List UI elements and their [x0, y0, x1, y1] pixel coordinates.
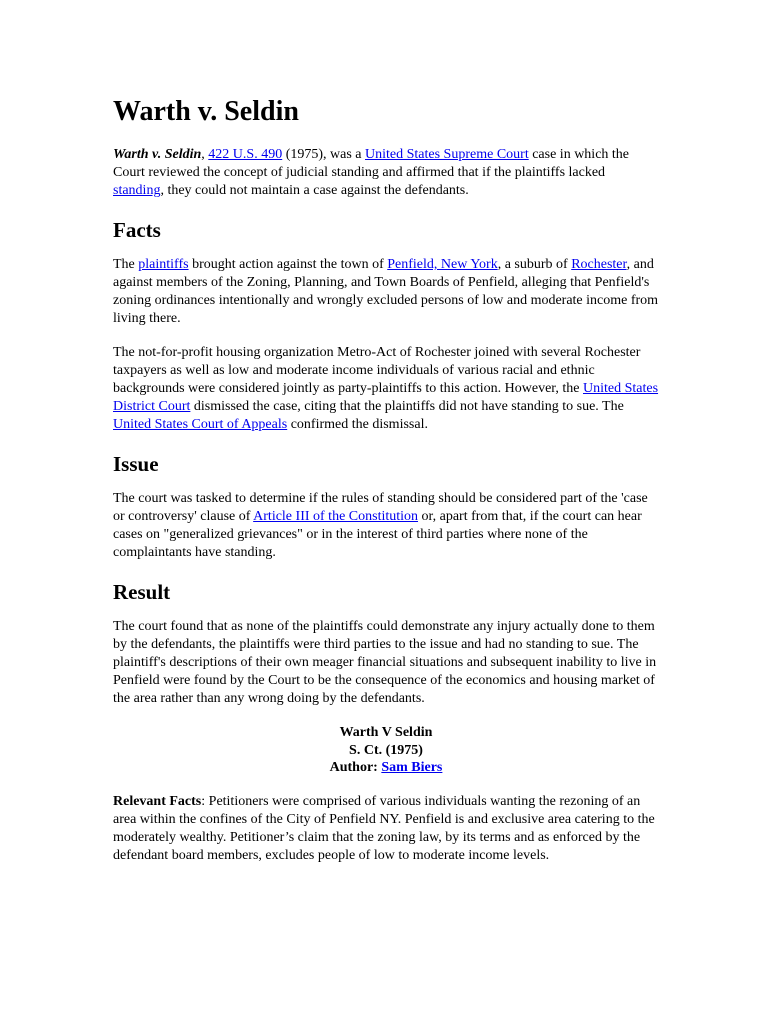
page-title: Warth v. Seldin — [113, 96, 299, 127]
article-iii-link[interactable]: Article III of the Constitution — [253, 509, 419, 524]
rochester-link[interactable]: Rochester — [571, 257, 627, 272]
plaintiffs-link[interactable]: plaintiffs — [138, 257, 189, 272]
penfield-link[interactable]: Penfield, New York — [387, 257, 498, 272]
district-court-link[interactable]: United States District Court — [113, 381, 659, 414]
brief-author: Author: Sam Biers — [329, 760, 443, 775]
facts-paragraph-1: The plaintiffs brought action against the town of Penfield, New York, a suburb of Rochester, and against members of the Zoning, Planning, and Town Boards of Penfield, alleging that Penfield's zoning ordinances intentionally and wrongly excluded persons of low and moderate income from living there. — [113, 257, 659, 326]
facts-paragraph-2: The not-for-profit housing organization Metro-Act of Rochester joined with several Rochester taxpayers as well as low and moderate income individuals of various racial and ethnic backgrounds were considered jointly as party-plaintiffs to this action. However, the United States District Court dismissed the case, citing that the plaintiffs did not have standing to sue. The United States Court of Appeals confirmed the dismissal. — [113, 345, 659, 432]
brief-citation: S. Ct. (1975) — [349, 742, 423, 758]
brief-case-title: Warth V Seldin — [339, 725, 433, 740]
issue-paragraph: The court was tasked to determine if the rules of standing should be considered part of the 'case or controversy' clause of Article III of the Constitution or, apart from that, if the court can hear cases on "generalized grievances" or in the interest of third parties where none of the complaintants have standing. — [113, 491, 648, 560]
relevant-facts-label: Relevant Facts — [113, 793, 202, 809]
result-paragraph: The court found that as none of the plaintiffs could demonstrate any injury actually done to them by the defendants, the plaintiffs were third parties to the issue and had no standing to sue. The plaintiff's descriptions of their own meager financial situations and subsequent inability to live in Penfield were found by the Court to be the consequence of the economics and housing market of the area rather than any wrong doing by the defendants. — [113, 619, 657, 706]
case-name: Warth v. Seldin — [113, 147, 202, 162]
intro-paragraph: Warth v. Seldin, 422 U.S. 490 (1975), was a United States Supreme Court case in which the Court reviewed the concept of judicial standing and affirmed that if the plaintiffs lacked standing, they could not maintain a case against the defendants. — [113, 147, 630, 198]
result-heading: Result — [113, 580, 171, 604]
issue-heading: Issue — [113, 452, 159, 476]
relevant-facts-paragraph: Relevant Facts: Petitioners were comprised of various individuals wanting the rezoning of an area within the confines of the City of Penfield NY. Penfield is and exclusive area catering to the moderately wealthy. Petitioner’s claim that the zoning law, by its terms and as enforced by the defendant board members, excludes people of low to moderate income levels. — [113, 793, 655, 863]
facts-heading: Facts — [113, 218, 161, 242]
document-page — [113, 94, 659, 881]
standing-link[interactable]: standing — [113, 183, 161, 198]
brief-header — [113, 724, 659, 777]
supreme-court-link[interactable]: United States Supreme Court — [365, 147, 529, 162]
citation-link[interactable]: 422 U.S. 490 — [208, 147, 283, 162]
court-of-appeals-link[interactable]: United States Court of Appeals — [113, 417, 288, 432]
author-link[interactable]: Sam Biers — [381, 760, 443, 775]
